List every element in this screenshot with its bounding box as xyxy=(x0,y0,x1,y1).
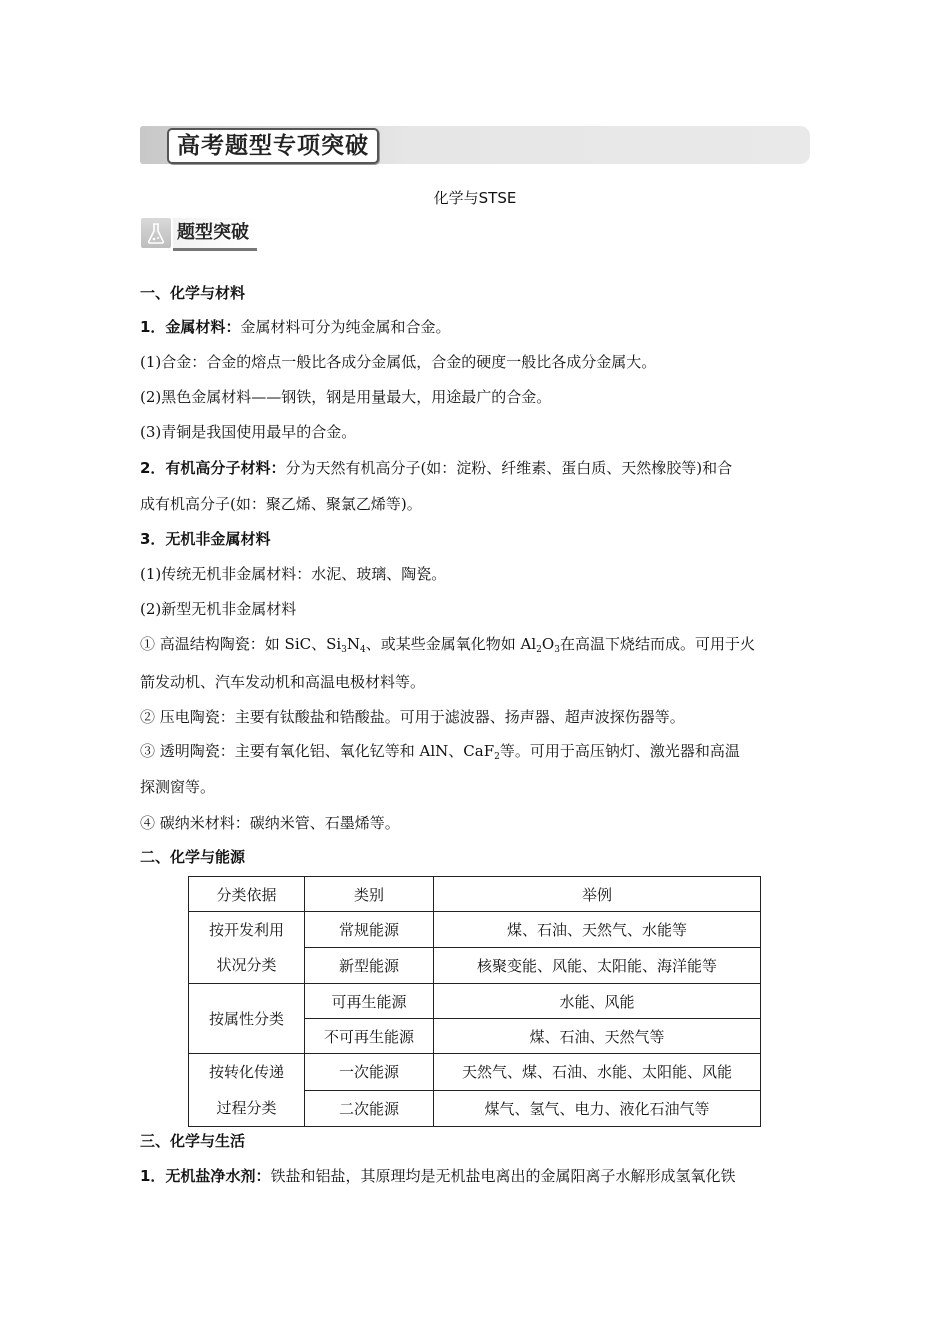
type-cell: 常规能源 xyxy=(305,912,434,948)
paragraph-polymer-cont: 成有机高分子(如：聚乙烯、聚氯乙烯等)。 xyxy=(140,495,422,513)
basis-cell: 按开发利用 状况分类 xyxy=(189,912,305,984)
list-item-ceramics: ① 高温结构陶瓷：如 SiC、$Si_3N_4$、或某些金属氧化物如 $Al_2O_3$在高温下烧结而成。可用于火 xyxy=(140,635,755,655)
basis-cell: 按转化传递 过程分类 xyxy=(189,1054,305,1127)
table-row xyxy=(189,1054,761,1091)
table-header: 类别 xyxy=(305,877,434,912)
example-cell: 煤、石油、天然气等 xyxy=(434,1019,761,1054)
paragraph-traditional: (1)传统无机非金属材料：水泥、玻璃、陶瓷。 xyxy=(140,565,447,583)
example-cell: 煤、石油、天然气、水能等 xyxy=(434,912,761,948)
banner-title-box xyxy=(167,128,379,164)
list-item-piezo: ② 压电陶瓷：主要有钛酸盐和锆酸盐。可用于滤波器、扬声器、超声波探伤器等。 xyxy=(140,708,685,726)
type-cell: 可再生能源 xyxy=(305,984,434,1019)
term-label: 2．有机高分子材料： xyxy=(140,459,286,477)
page-subtitle: 化学与STSE xyxy=(433,189,517,207)
basis-cell: 按属性分类 xyxy=(189,984,305,1054)
example-cell: 核聚变能、风能、太阳能、海洋能等 xyxy=(434,948,761,984)
paragraph-bronze: (3)青铜是我国使用最早的合金。 xyxy=(140,423,357,441)
example-cell: 水能、风能 xyxy=(434,984,761,1019)
table-header: 分类依据 xyxy=(189,877,305,912)
paragraph-ferrous: (2)黑色金属材料——钢铁，钢是用量最大，用途最广的合金。 xyxy=(140,388,552,406)
paragraph-metal-materials xyxy=(140,317,812,337)
paragraph-new-type: (2)新型无机非金属材料 xyxy=(140,600,297,618)
term-label: 1．无机盐净水剂： xyxy=(140,1167,271,1185)
banner-title: 高考题型专项突破 xyxy=(177,133,369,159)
type-cell: 新型能源 xyxy=(305,948,434,984)
term-label: 1．金属材料： xyxy=(140,318,241,336)
list-item-ceramics-cont: 箭发动机、汽车发动机和高温电极材料等。 xyxy=(140,673,426,691)
paragraph-alloy: (1)合金：合金的熔点一般比各成分金属低，合金的硬度一般比各成分金属大。 xyxy=(140,353,657,371)
example-cell: 天然气、煤、石油、水能、太阳能、风能 xyxy=(434,1054,761,1091)
table-header: 举例 xyxy=(434,877,761,912)
badge-label: 题型突破 xyxy=(173,218,257,251)
table-header-row xyxy=(189,877,761,912)
example-cell: 煤气、氢气、电力、液化石油气等 xyxy=(434,1090,761,1127)
section-heading-life: 三、化学与生活 xyxy=(140,1132,246,1150)
list-item-carbon: ④ 碳纳米材料：碳纳米管、石墨烯等。 xyxy=(140,814,400,832)
type-cell: 一次能源 xyxy=(305,1054,434,1091)
section-heading-materials: 一、化学与材料 xyxy=(140,284,246,302)
paragraph-inorganic-heading: 3．无机非金属材料 xyxy=(140,530,271,548)
type-cell: 不可再生能源 xyxy=(305,1019,434,1054)
paragraph-text: 分为天然有机高分子(如：淀粉、纤维素、蛋白质、天然橡胶等)和合 xyxy=(285,459,733,477)
type-cell: 二次能源 xyxy=(305,1090,434,1127)
flask-icon xyxy=(141,218,171,248)
energy-table xyxy=(188,876,761,1127)
paragraph-text: 铁盐和铝盐，其原理均是无机盐电离出的金属阳离子水解形成氢氧化铁 xyxy=(270,1167,736,1185)
list-item-transparent-cont: 探测窗等。 xyxy=(140,778,216,796)
table-row xyxy=(189,912,761,948)
section-banner xyxy=(140,126,810,164)
paragraph-polymer xyxy=(140,458,812,478)
section-badge xyxy=(141,218,269,248)
table-row xyxy=(189,984,761,1019)
section-heading-energy: 二、化学与能源 xyxy=(140,848,246,866)
list-item-transparent: ③ 透明陶瓷：主要有氧化铝、氧化钇等和 AlN、CaF$_2$等。可用于高压钠灯、激光器和高温 xyxy=(140,742,740,762)
paragraph-text: 金属材料可分为纯金属和合金。 xyxy=(240,318,451,336)
paragraph-water-purifier xyxy=(140,1166,812,1186)
